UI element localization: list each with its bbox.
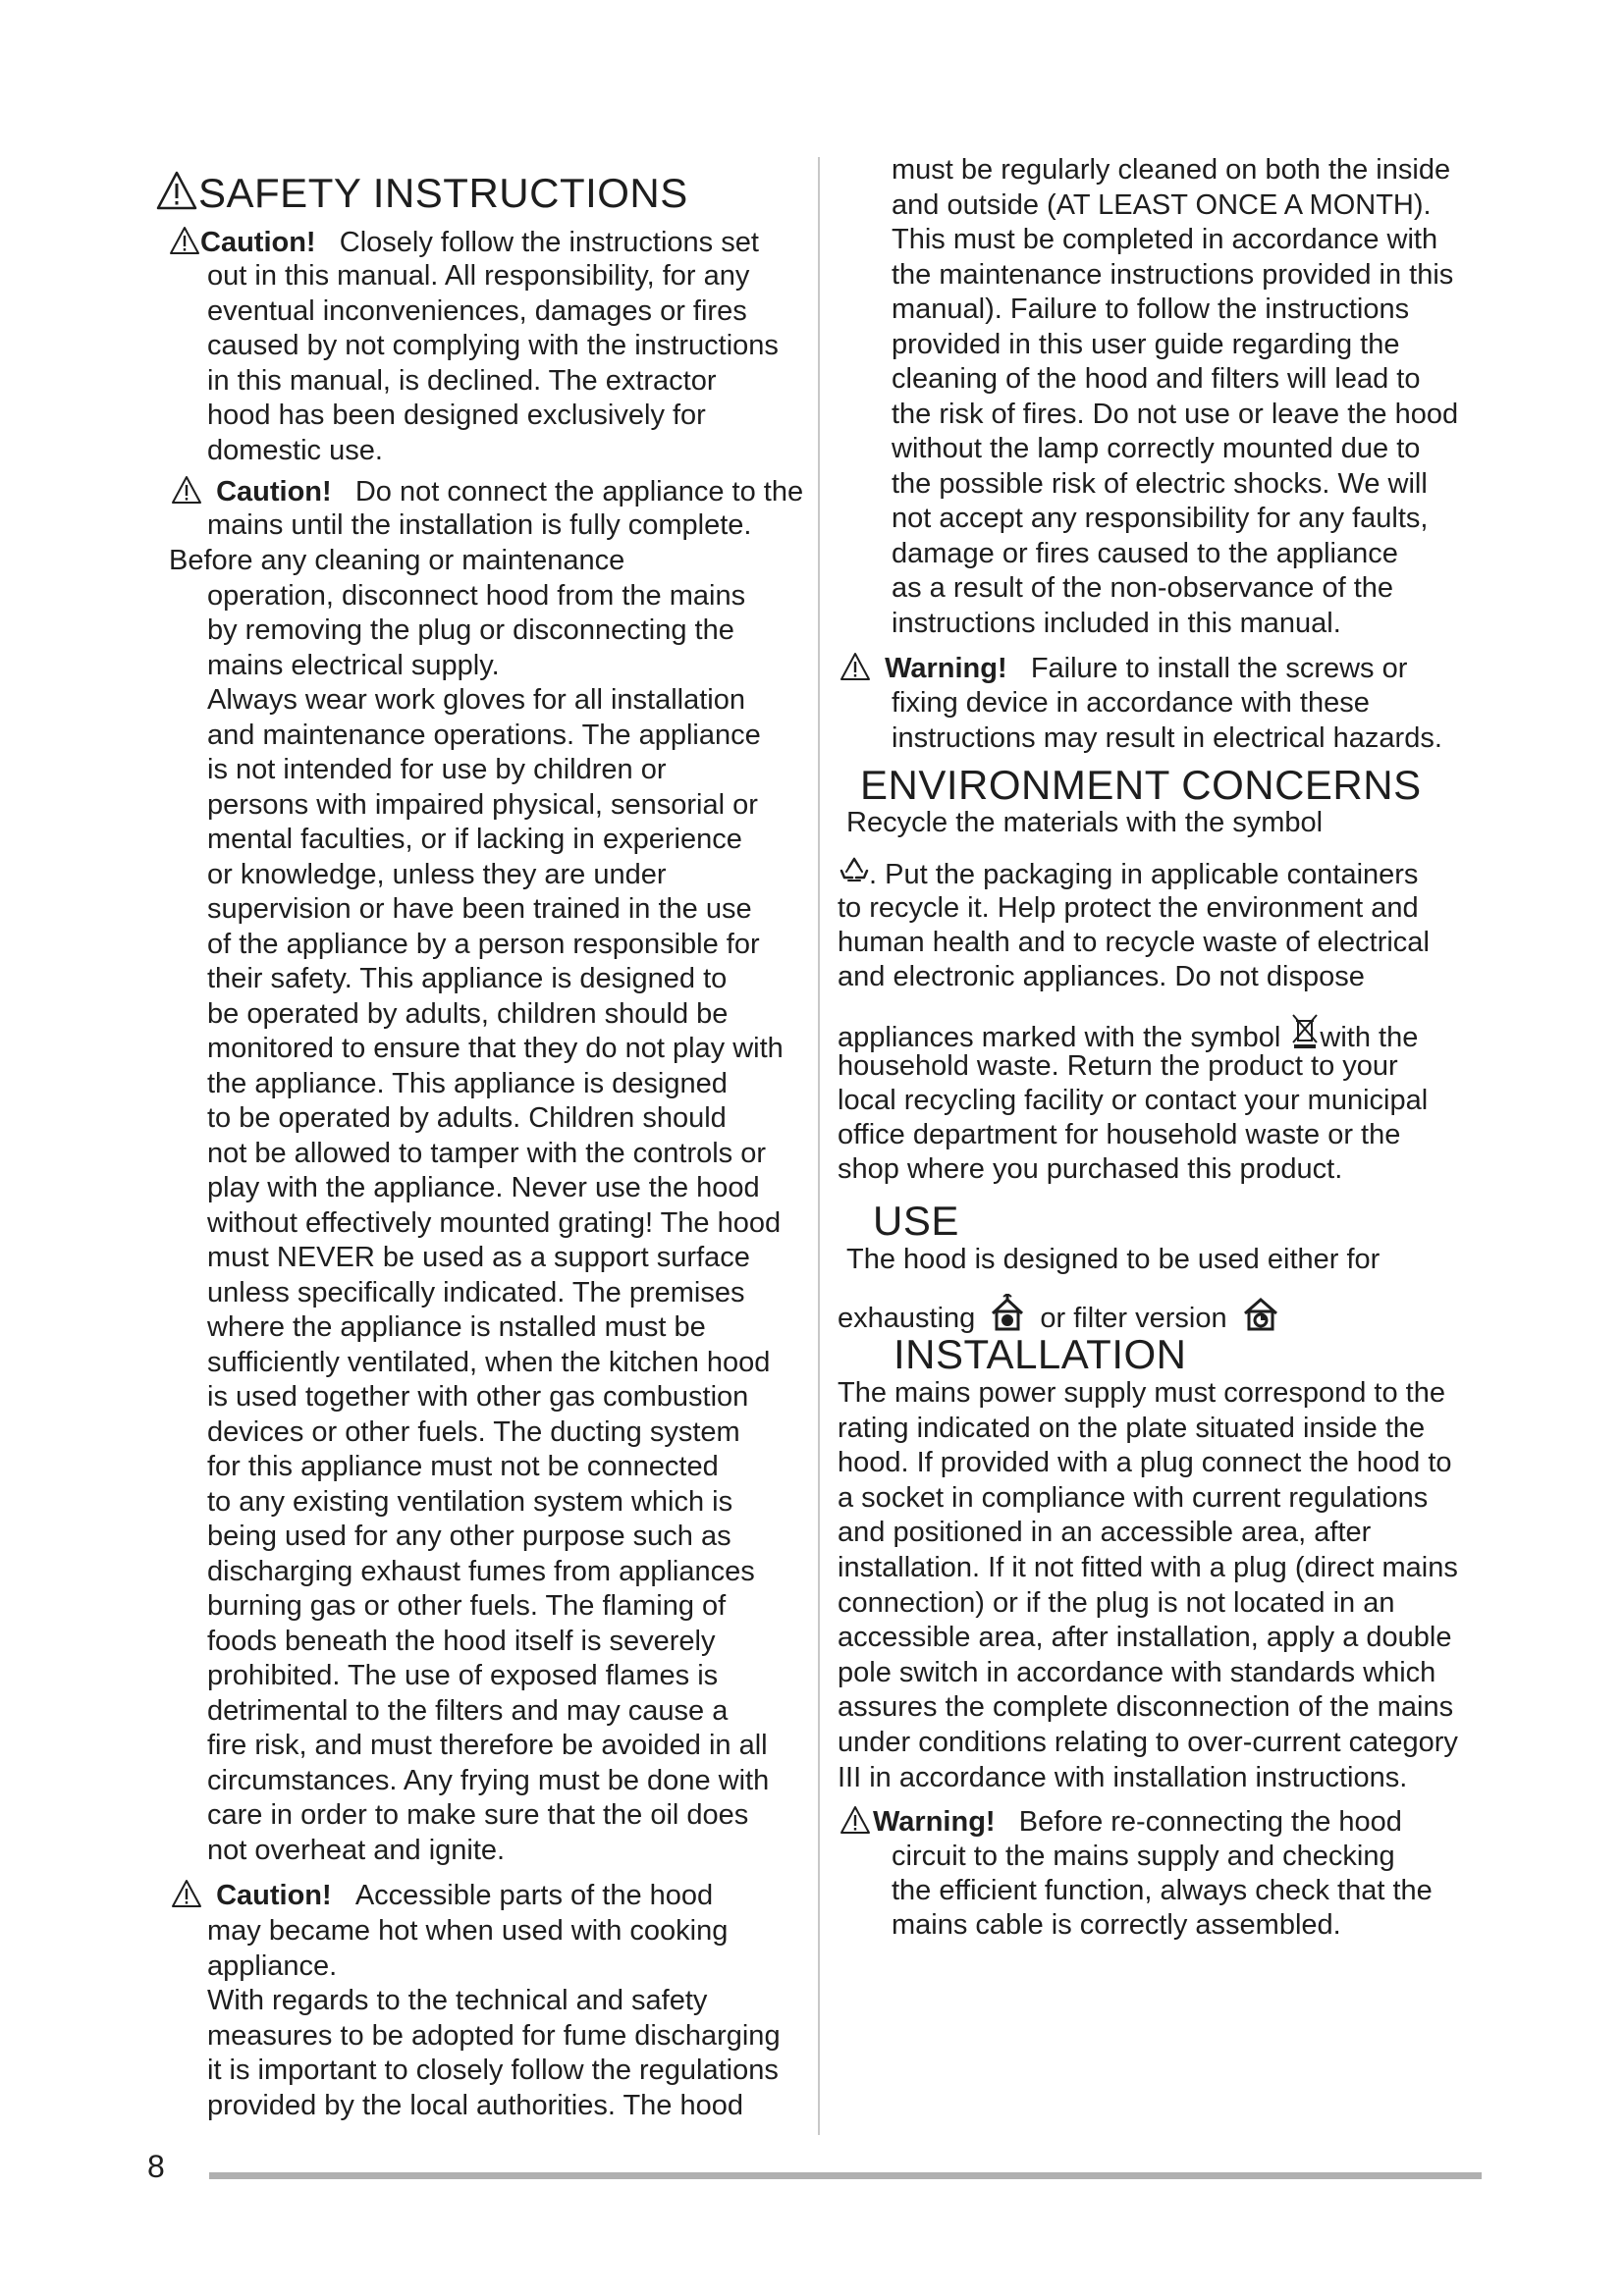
- text-line: The mains power supply must correspond to the: [838, 1377, 1445, 1409]
- caution-label: Caution!: [216, 1880, 332, 1911]
- warning-text: Failure to install the screws or: [1030, 653, 1408, 684]
- env-text: appliances marked with the symbol: [838, 1022, 1281, 1053]
- warning-triangle-icon: [839, 1805, 871, 1835]
- text-line: and electronic appliances. Do not dispose: [838, 961, 1365, 992]
- text-line: monitored to ensure that they do not play with: [207, 1033, 784, 1064]
- text-line: operation, disconnect hood from the mains: [207, 579, 746, 612]
- text-line: unless specifically indicated. The premises: [207, 1276, 745, 1308]
- text-line: prohibited. The use of exposed flames is: [207, 1660, 719, 1691]
- caution-label: Caution!: [216, 476, 332, 507]
- text-line: caused by not complying with the instructions: [207, 330, 779, 362]
- text-line: and maintenance operations. The appliance: [207, 719, 761, 751]
- text-line: local recycling facility or contact your municipal: [838, 1085, 1429, 1116]
- recycle-icon: [839, 856, 869, 894]
- use-heading: USE: [873, 1198, 959, 1244]
- text-line: provided by the local authorities. The hood: [207, 2090, 743, 2121]
- text-line: to recycle it. Help protect the environment and: [838, 892, 1419, 924]
- text-line: the appliance. This appliance is designed: [207, 1067, 728, 1099]
- text-line: assures the complete disconnection of the mains: [838, 1691, 1454, 1724]
- text-line: instructions included in this manual.: [892, 607, 1341, 639]
- text-line: by removing the plug or disconnecting the: [207, 614, 734, 646]
- text-line: domestic use.: [207, 435, 383, 466]
- text-line: human health and to recycle waste of electrical: [838, 927, 1430, 958]
- text-line: not be allowed to tamper with the controls or: [207, 1137, 767, 1169]
- text-line: burning gas or other fuels. The flaming of: [207, 1590, 727, 1622]
- safety-heading: [155, 170, 688, 217]
- text-line: measures to be adopted for fume discharging: [207, 2019, 781, 2052]
- text-line: where the appliance is nstalled must be: [207, 1311, 706, 1343]
- text-line: manual). Failure to follow the instructions: [892, 294, 1410, 325]
- text-line: without the lamp correctly mounted due to: [892, 433, 1421, 464]
- text-line: sufficiently ventilated, when the kitchen hood: [207, 1346, 771, 1378]
- text-line: rating indicated on the plate situated inside the: [838, 1412, 1426, 1444]
- text-line: the possible risk of electric shocks. We will: [892, 467, 1428, 500]
- env-line-2: [839, 856, 1418, 894]
- text-line: is not intended for use by children or: [207, 754, 667, 785]
- caution-3-first-line: [171, 1878, 713, 1913]
- text-line: persons with impaired physical, sensorial or: [207, 788, 758, 821]
- text-line: may became hot when used with cooking: [207, 1915, 729, 1947]
- text-line: accessible area, after installation, apply a double: [838, 1622, 1452, 1654]
- text-line: to any existing ventilation system which is: [207, 1485, 733, 1518]
- text-line: circumstances. Any frying must be done with: [207, 1764, 770, 1796]
- use-text: or filter version: [1040, 1303, 1227, 1334]
- caution-text: Do not connect the appliance to the: [354, 476, 804, 507]
- caution-text: Accessible parts of the hood: [354, 1880, 714, 1911]
- text-line: household waste. Return the product to your: [838, 1050, 1398, 1082]
- text-line: is used together with other gas combustion: [207, 1381, 749, 1413]
- text-line: appliance.: [207, 1949, 338, 1982]
- text-line: devices or other fuels. The ducting system: [207, 1415, 740, 1448]
- text-line: Before any cleaning or maintenance: [169, 545, 625, 576]
- text-line: supervision or have been trained in the use: [207, 893, 752, 925]
- text-line: or knowledge, unless they are under: [207, 858, 667, 890]
- text-line: without effectively mounted grating! The hood: [207, 1206, 782, 1239]
- text-line: foods beneath the hood itself is severely: [207, 1625, 716, 1657]
- caution-text: Closely follow the instructions set: [339, 227, 759, 258]
- text-line: not accept any responsibility for any faults,: [892, 503, 1429, 534]
- text-line: for this appliance must not be connected: [207, 1451, 719, 1482]
- text-line: fixing device in accordance with these: [892, 687, 1370, 719]
- text-line: must NEVER be used as a support surface: [207, 1242, 750, 1273]
- filter-mode-icon: [1241, 1296, 1280, 1342]
- text-line: and positioned in an accessible area, after: [838, 1517, 1372, 1549]
- warning-triangle-icon: [171, 475, 202, 505]
- installation-heading: INSTALLATION: [893, 1331, 1187, 1377]
- caution-label: Caution!: [200, 227, 316, 258]
- text-line: care in order to make sure that the oil does: [207, 1799, 749, 1831]
- env-text: . Put the packaging in applicable containers: [869, 859, 1419, 890]
- warning-triangle-icon: [171, 1879, 202, 1908]
- text-line: With regards to the technical and safety: [207, 1985, 708, 2017]
- warning-triangle-icon: [839, 652, 871, 681]
- text-line: under conditions relating to over-current category: [838, 1727, 1458, 1758]
- text-line: mental faculties, or if lacking in experience: [207, 824, 742, 855]
- env-text: with the: [1320, 1022, 1419, 1053]
- text-line: office department for household waste or the: [838, 1119, 1401, 1150]
- text-line: not overheat and ignite.: [207, 1834, 506, 1866]
- text-line: being used for any other purpose such as: [207, 1521, 731, 1552]
- text-line: circuit to the mains supply and checking: [892, 1841, 1395, 1872]
- text-line: out in this manual. All responsibility, for any: [207, 260, 750, 292]
- warning-1-first-line: [839, 651, 1407, 686]
- text-line: damage or fires caused to the appliance: [892, 537, 1398, 569]
- use-text: exhausting: [838, 1303, 976, 1334]
- text-line: provided in this user guide regarding the: [892, 328, 1400, 360]
- text-line: play with the appliance. Never use the hood: [207, 1172, 760, 1203]
- caution-2-first-line: [171, 474, 803, 509]
- warning-triangle-icon: [155, 170, 198, 211]
- text-line: mains cable is correctly assembled.: [892, 1909, 1341, 1941]
- text-line: shop where you purchased this product.: [838, 1153, 1343, 1185]
- text-line: as a result of the non-observance of the: [892, 572, 1394, 604]
- warning-triangle-icon: [169, 226, 200, 255]
- text-line: must be regularly cleaned on both the inside: [892, 154, 1451, 186]
- footer-rule: [209, 2172, 1482, 2179]
- column-divider: [818, 157, 820, 2135]
- text-line: discharging exhaust fumes from appliances: [207, 1555, 755, 1587]
- use-line-1: The hood is designed to be used either for: [846, 1244, 1380, 1275]
- page-number: 8: [147, 2149, 165, 2184]
- text-line: This must be completed in accordance with: [892, 224, 1438, 255]
- text-line: a socket in compliance with current regulations: [838, 1481, 1429, 1514]
- warning-2-first-line: [839, 1804, 1402, 1840]
- text-line: eventual inconveniences, damages or fires: [207, 294, 747, 327]
- text-line: and outside (AT LEAST ONCE A MONTH).: [892, 188, 1432, 221]
- text-line: Always wear work gloves for all installation: [207, 684, 745, 716]
- text-line: to be operated by adults. Children should: [207, 1102, 727, 1134]
- text-line: their safety. This appliance is designed to: [207, 963, 728, 994]
- text-line: of the appliance by a person responsible for: [207, 928, 760, 960]
- text-line: the maintenance instructions provided in this: [892, 258, 1454, 291]
- text-line: in this manual, is declined. The extractor: [207, 364, 717, 397]
- text-line: the risk of fires. Do not use or leave the hood: [892, 398, 1459, 430]
- page-title: SAFETY INSTRUCTIONS: [198, 170, 688, 216]
- text-line: detrimental to the filters and may cause a: [207, 1694, 729, 1727]
- text-line: hood has been designed exclusively for: [207, 400, 706, 432]
- env-line-1: Recycle the materials with the symbol: [846, 807, 1324, 838]
- text-line: installation. If it not fitted with a plug (direct mains: [838, 1552, 1458, 1583]
- text-line: hood. If provided with a plug connect the hood to: [838, 1447, 1452, 1479]
- text-line: the efficient function, always check that the: [892, 1875, 1433, 1906]
- warning-text: Before re-connecting the hood: [1018, 1806, 1402, 1838]
- text-line: III in accordance with installation instructions.: [838, 1761, 1408, 1793]
- text-line: cleaning of the hood and filters will lead to: [892, 363, 1421, 395]
- caution-2-second-line: mains until the installation is fully complete.: [207, 509, 752, 541]
- text-line: instructions may result in electrical hazards.: [892, 722, 1442, 754]
- text-line: pole switch in accordance with standards which: [838, 1656, 1436, 1688]
- caution-1-first-line: [169, 225, 759, 260]
- text-line: it is important to closely follow the regulations: [207, 2055, 779, 2087]
- text-line: mains electrical supply.: [207, 649, 500, 681]
- environment-heading: ENVIRONMENT CONCERNS: [860, 762, 1422, 808]
- text-line: fire risk, and must therefore be avoided in all: [207, 1730, 768, 1761]
- text-line: connection) or if the plug is not located in an: [838, 1586, 1395, 1619]
- text-line: be operated by adults, children should be: [207, 997, 729, 1030]
- warning-label: Warning!: [873, 1806, 996, 1838]
- warning-label: Warning!: [885, 653, 1007, 684]
